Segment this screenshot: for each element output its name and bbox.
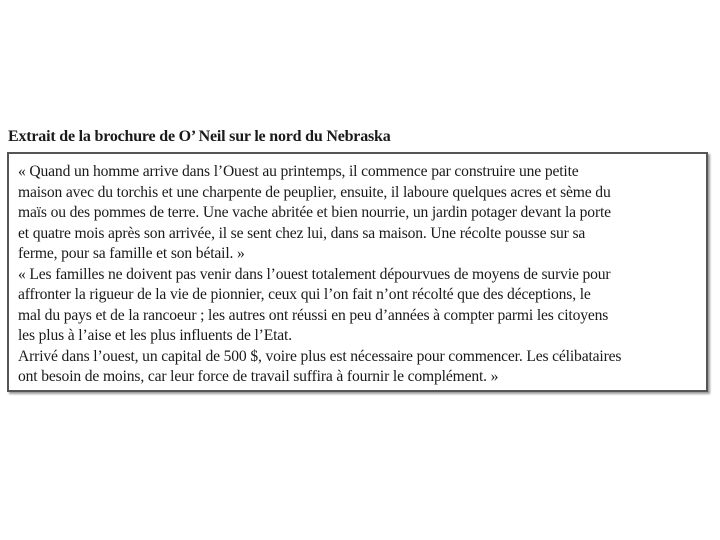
- text-line: « Quand un homme arrive dans l’Ouest au printemps, il commence par construire une petite: [18, 163, 579, 180]
- text-line: Arrivé dans l’ouest, un capital de 500 $, voire plus est nécessaire pour commencer. Les célibataires: [18, 347, 622, 365]
- text-line: maison avec du torchis et une charpente de peuplier, ensuite, il laboure quelques acres et sème du: [18, 183, 611, 201]
- text-line: mal du pays et de la rancoeur ; les autres ont réussi en peu d’années à compter parmi les citoyens: [18, 306, 609, 324]
- text-line: « Les familles ne doivent pas venir dans l’ouest totalement dépourvues de moyens de survie pour: [18, 265, 611, 283]
- text-line: ont besoin de moins, car leur force de travail suffira à fournir le complément. »: [18, 368, 499, 385]
- text-line: les plus à l’aise et les plus influents de l’Etat.: [18, 327, 292, 344]
- text-line: et quatre mois après son arrivée, il se sent chez lui, dans sa maison. Une récolte pousse sur sa: [18, 224, 586, 242]
- text-line: affronter la rigueur de la vie de pionnier, ceux qui l’on fait n’ont récolté que des déceptions, le: [18, 286, 591, 303]
- quote-box: [7, 152, 708, 392]
- text-line: maïs ou des pommes de terre. Une vache abritée et bien nourrie, un jardin potager devant la porte: [18, 204, 611, 221]
- text-line: ferme, pour sa famille et son bétail. »: [18, 245, 245, 262]
- document-title: Extrait de la brochure de O’ Neil sur le nord du Nebraska: [8, 128, 391, 145]
